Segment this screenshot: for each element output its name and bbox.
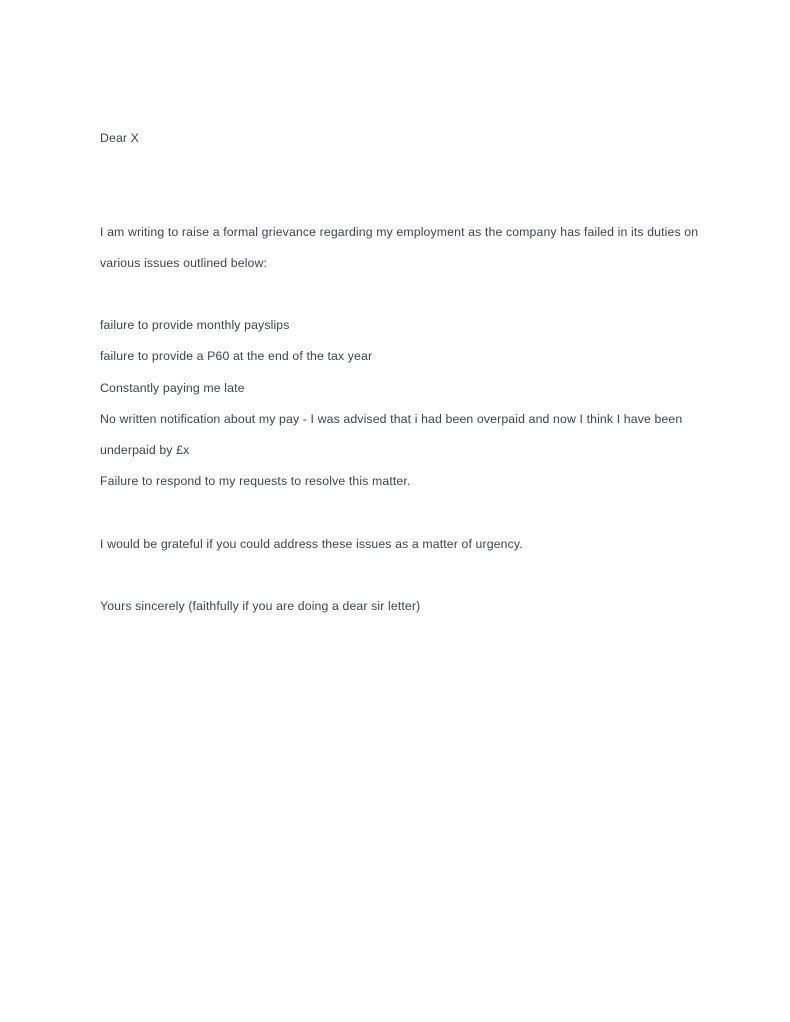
spacer-after-closing: [100, 560, 700, 591]
letter-body: [100, 123, 700, 622]
salutation: Dear X: [100, 131, 140, 145]
intro-paragraph: I am writing to raise a formal grievance regarding my employment as the company has failed in its duties on various issues outlined below:: [100, 224, 699, 270]
issues-list: [100, 310, 700, 497]
list-item: failure to provide a P60 at the end of the tax year: [100, 349, 373, 364]
spacer-after-issues: [100, 497, 700, 528]
closing-request: I would be grateful if you could address these issues as a matter of urgency.: [100, 536, 523, 551]
list-item: No written notification about my pay - I was advised that i had been overpaid and now I think I have been underpaid by £x: [100, 411, 683, 457]
spacer-after-intro: [100, 279, 700, 310]
list-item: Constantly paying me late: [100, 380, 245, 395]
list-item: Failure to respond to my requests to resolve this matter.: [100, 474, 411, 489]
spacer-after-salutation: [100, 154, 700, 216]
sign-off: Yours sincerely (faithfully if you are doing a dear sir letter): [100, 598, 421, 613]
list-item: failure to provide monthly payslips: [100, 318, 290, 333]
